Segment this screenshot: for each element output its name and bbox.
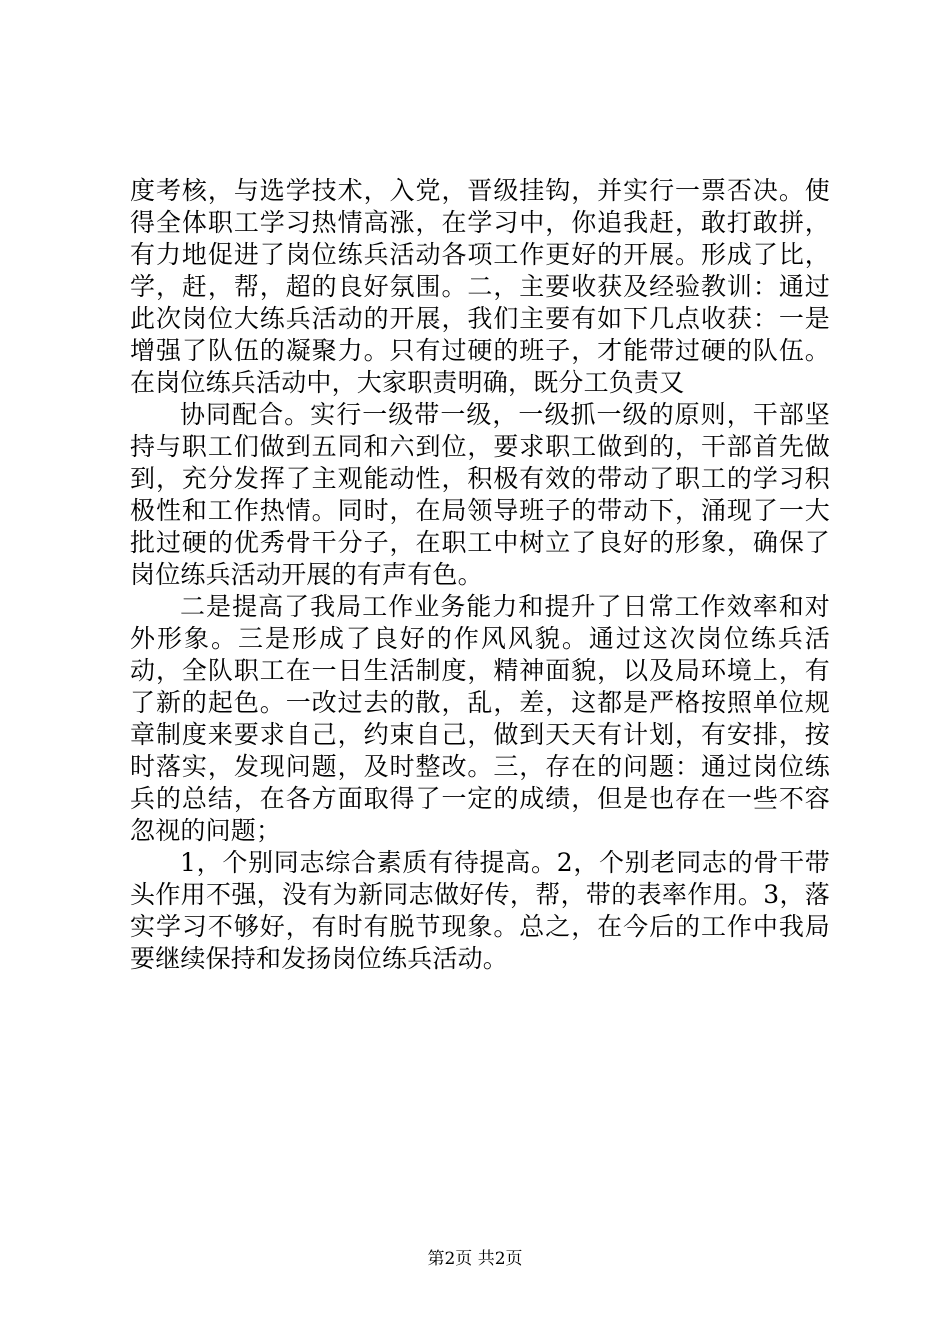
document-body (130, 175, 830, 975)
paragraph-1: 度考核，与选学技术，入党，晋级挂钩，并实行一票否决。使得全体职工学习热情高涨，在学习中，你追我赶，敢打敢拼，有力地促进了岗位练兵活动各项工作更好的开展。形成了比，学，赶，帮，超的良好氛围。二，主要收获及经验教训：通过此次岗位大练兵活动的开展，我们主要有如下几点收获：一是增强了队伍的凝聚力。只有过硬的班子，才能带过硬的队伍。在岗位练兵活动中，大家职责明确，既分工负责又 (130, 176, 830, 397)
paragraph-3: 二是提高了我局工作业务能力和提升了日常工作效率和对外形象。三是形成了良好的作风风貌。通过这次岗位练兵活动，全队职工在一日生活制度，精神面貌，以及局环境上，有了新的起色。一改过去的散，乱，差，这都是严格按照单位规章制度来要求自己，约束自己，做到天天有计划，有安排，按时落实，发现问题，及时整改。三，存在的问题：通过岗位练兵的总结，在各方面取得了一定的成绩，但是也存在一些不容忽视的问题； (130, 592, 830, 845)
page-number-footer: 第2页 共2页 (427, 1249, 523, 1269)
paragraph-4: 1，个别同志综合素质有待提高。2，个别老同志的骨干带头作用不强，没有为新同志做好传，帮，带的表率作用。3，落实学习不够好，有时有脱节现象。总之，在今后的工作中我局要继续保持和发扬岗位练兵活动。 (130, 848, 830, 973)
paragraph-2: 协同配合。实行一级带一级，一级抓一级的原则，干部坚持与职工们做到五同和六到位，要求职工做到的，干部首先做到，充分发挥了主观能动性，积极有效的带动了职工的学习积极性和工作热情。同时，在局领导班子的带动下，涌现了一大批过硬的优秀骨干分子，在职工中树立了良好的形象，确保了岗位练兵活动开展的有声有色。 (130, 400, 830, 589)
